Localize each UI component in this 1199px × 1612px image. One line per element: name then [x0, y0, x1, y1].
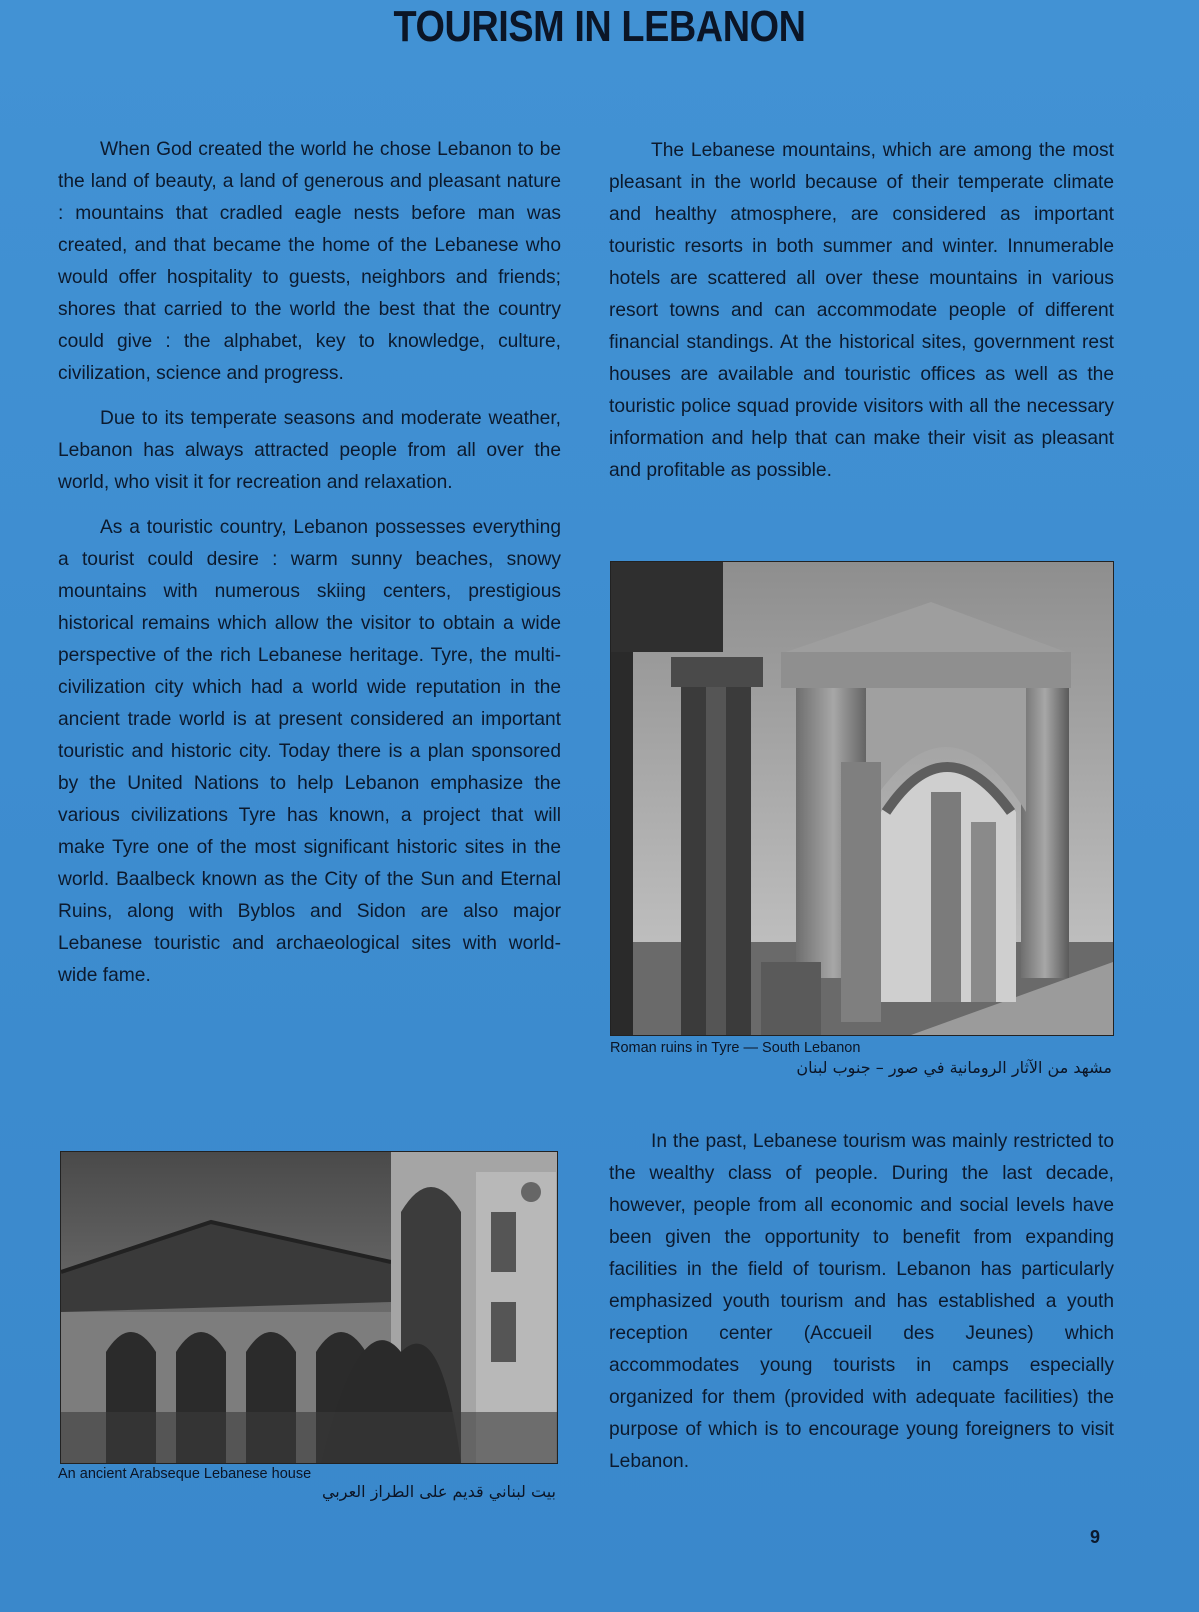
right-column-bottom — [609, 1126, 1114, 1491]
house-photo-caption-arabic: بيت لبناني قديم على الطراز العربي — [321, 1482, 556, 1501]
tyre-photo-caption: Roman ruins in Tyre — South Lebanon — [610, 1040, 861, 1056]
paragraph-weather: Due to its temperate seasons and moderate weather, Lebanon has always attracted people from all over the world, who visit it for recreation and relaxation. — [58, 408, 561, 493]
paragraph-mountains: The Lebanese mountains, which are among the most pleasant in the world because of their temperate climate and healthy atmosphere, are considered as important touristic resorts in both summer and winter. Innumerable hotels are scattered all over these mountains in various resort towns and can accommodate people of different financial standings. At the historical sites, government rest houses are available and touristic offices as well as the touristic police squad provide visitors with all the necessary information and help that can make their visit as pleasant and profitable as possible. — [609, 140, 1114, 481]
page-title: TOURISM IN LEBANON — [393, 2, 806, 51]
page-number: 9 — [1090, 1527, 1101, 1547]
arabesque-house-photo — [60, 1151, 558, 1464]
left-column — [58, 134, 561, 1005]
paragraph-creation: When God created the world he chose Lebanon to be the land of beauty, a land of generous and pleasant nature : mountains that cradled eagle nests before man was created, and that became the home of the Lebanese who would offer hospitality to guests, neighbors and friends; shores that carried to the world the best that the country could give : the alphabet, key to knowledge, culture, civilization, science and progress. — [58, 139, 561, 384]
right-column-top — [609, 135, 1114, 500]
house-photo-caption: An ancient Arabseque Lebanese house — [58, 1466, 312, 1482]
tyre-photo-caption-arabic: مشهد من الآثار الرومانية في صور – جنوب لبنان — [796, 1058, 1112, 1077]
tyre-ruins-photo — [610, 561, 1114, 1036]
paragraph-youth-tourism: In the past, Lebanese tourism was mainly restricted to the wealthy class of people. During the last decade, however, people from all economic and social levels have been given the opportunity to benefit from expanding facilities in the field of tourism. Lebanon has particularly emphasized youth tourism and has established a youth reception center (Accueil des Jeunes) which accommodates young tourists in camps especially organized for them (provided with adequate facilities) the purpose of which is to encourage young foreigners to visit Lebanon. — [609, 1131, 1114, 1472]
paragraph-touristic-country: As a touristic country, Lebanon possesses everything a tourist could desire : warm sunny beaches, snowy mountains with numerous skiing centers, prestigious historical remains which allow the visitor to obtain a wide perspective of the rich Lebanese heritage. Tyre, the multi-civilization city which had a world wide reputation in the ancient trade world is at present considered an important touristic and historic city. Today there is a plan sponsored by the United Nations to help Lebanon emphasize the various civilizations Tyre has known, a project that will make Tyre one of the most significant historic sites in the world. Baalbeck known as the City of the Sun and Eternal Ruins, along with Byblos and Sidon are also major Lebanese touristic and archaeological sites with world-wide fame. — [58, 517, 561, 986]
